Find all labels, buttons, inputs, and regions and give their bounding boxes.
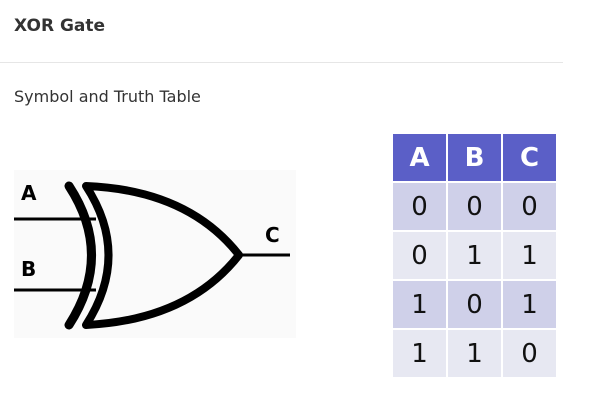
table-row [393, 281, 556, 328]
xor-gate-diagram [14, 170, 296, 338]
input-b-label: B [21, 257, 37, 281]
truth-table-header-row [393, 134, 556, 181]
table-row [393, 183, 556, 230]
cell-c: 0 [503, 330, 556, 377]
cell-c: 1 [503, 232, 556, 279]
cell-a: 1 [393, 281, 446, 328]
header-a: A [393, 134, 446, 181]
cell-c: 1 [503, 281, 556, 328]
xor-gate-symbol [14, 170, 296, 338]
cell-a: 0 [393, 232, 446, 279]
divider [0, 62, 563, 63]
cell-c: 0 [503, 183, 556, 230]
cell-b: 1 [448, 330, 501, 377]
cell-b: 0 [448, 281, 501, 328]
header-c: C [503, 134, 556, 181]
cell-b: 0 [448, 183, 501, 230]
header-b: B [448, 134, 501, 181]
truth-table [391, 132, 558, 379]
section-subtitle: Symbol and Truth Table [14, 87, 201, 106]
table-row [393, 330, 556, 377]
cell-a: 1 [393, 330, 446, 377]
input-a-label: A [21, 181, 37, 205]
cell-b: 1 [448, 232, 501, 279]
table-row [393, 232, 556, 279]
cell-a: 0 [393, 183, 446, 230]
page-title: XOR Gate [14, 16, 106, 36]
output-c-label: C [265, 223, 280, 247]
